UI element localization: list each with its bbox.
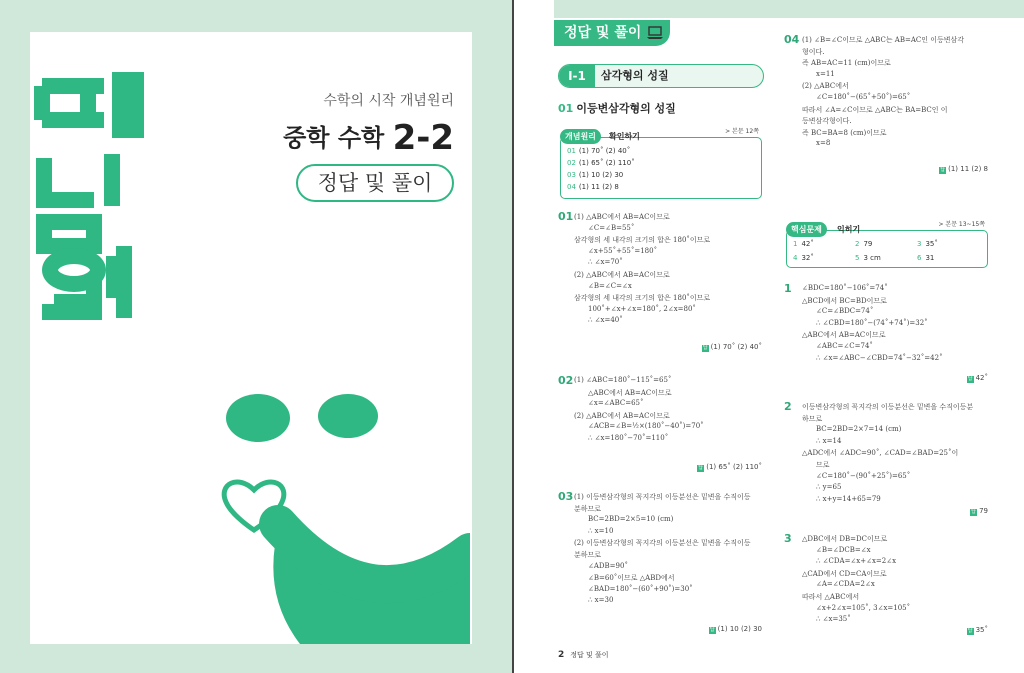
top-band (554, 0, 1024, 18)
core-cell: 1 42˚ (793, 240, 814, 248)
solution-line: ∴ y=65 (816, 483, 842, 492)
solution-line: ∠A=∠CDA=2∠x (816, 580, 875, 589)
solution-line: (1) 이등변삼각형의 꼭지각의 이등분선은 밑변을 수직이등 (574, 493, 751, 501)
solution-line: BC=2BD=2×7=14 (cm) (816, 425, 902, 434)
solution-line: ∠C=180˚−(90˚+25˚)=65˚ (816, 471, 911, 480)
answer-text: (1) 11 (2) 8 (948, 165, 988, 173)
core-cell: 2 79 (855, 240, 873, 248)
concept-tag2: 확인하기 (609, 132, 640, 141)
problem-number: 03 (558, 490, 574, 503)
solution-line: ∠C=∠B=55˚ (588, 223, 635, 232)
page-header: 정답 및 풀이 (554, 20, 670, 46)
solution-line: ∠B=∠C=∠x (588, 281, 632, 290)
answer-line (970, 507, 988, 516)
solution-line: 삼각형의 세 내각의 크기의 합은 180˚이므로 (574, 294, 711, 303)
answer-text: 79 (979, 507, 988, 515)
solution-line: ∠B=∠DCB=∠x (816, 545, 871, 554)
cover-card (30, 32, 472, 644)
cover-pill: 정답 및 풀이 (296, 164, 454, 202)
solution-line: (1) ∠B=∠C이므로 △ABC는 AB=AC인 이등변삼각 (802, 36, 965, 44)
solution-line: 삼각형의 세 내각의 크기의 합은 180˚이므로 (574, 236, 711, 245)
core-tag2: 익히기 (837, 225, 861, 234)
answer-line (939, 165, 988, 174)
solution-line: ∠x+55˚+55˚=180˚ (588, 246, 658, 255)
solution-line: x=11 (816, 69, 835, 78)
core-ref: > 본문 13~15쪽 (938, 221, 985, 228)
problem-number: 1 (784, 282, 792, 295)
chapter-number: I-1 (559, 65, 595, 87)
solution-line: ∴ x=30 (588, 596, 614, 605)
solution-line: ∠C=∠BDC=74˚ (816, 307, 874, 316)
brand-logo-icon (34, 50, 154, 320)
brand-logo (34, 50, 154, 320)
solution-line: 분하므로 (574, 504, 602, 513)
problem-number: 2 (784, 400, 792, 413)
solution-line: 이등변삼각형의 꼭지각의 이등분선은 밑변을 수직이등분 (802, 403, 974, 411)
solution-line: ∠x=∠ABC=65˚ (588, 399, 644, 408)
cover-subtitle: 수학의 시작 개념원리 (323, 93, 454, 109)
solution-line: ∴ ∠CDA=∠x+∠x=2∠x (816, 557, 897, 566)
solution-line: ∠x+2∠x=105˚, 3∠x=105˚ (816, 603, 911, 612)
answer-page (514, 0, 1024, 673)
answer-badge-icon: 답 (967, 628, 973, 634)
concept-line: 01 (1) 70˚ (2) 40˚ (567, 147, 631, 155)
solution-line: △DBC에서 DB=DC이므로 (802, 535, 888, 543)
solution-line: △ABC에서 AB=AC이므로 (802, 331, 886, 340)
answer-text: (1) 10 (2) 30 (717, 625, 762, 633)
solution-line: △ABC에서 AB=AC이므로 (588, 388, 672, 397)
solution-line: △CAD에서 CD=CA이므로 (802, 569, 887, 578)
laptop-icon (646, 26, 664, 44)
answer-line (967, 374, 988, 383)
answer-text: 35˚ (975, 626, 988, 634)
solution-line: BC=2BD=2×5=10 (cm) (588, 515, 674, 524)
solution-line: 따라서 △ABC에서 (802, 593, 860, 601)
concept-line: 04 (1) 11 (2) 8 (567, 183, 619, 191)
answer-text: (1) 65˚ (2) 110˚ (706, 463, 762, 471)
problem-number: 01 (558, 210, 574, 223)
solution-line: (2) △ABC에서 (802, 82, 849, 91)
cover-title-prefix: 중학 수학 (283, 124, 385, 152)
solution-line: (1) ∠ABC=180˚−115˚=65˚ (574, 376, 672, 384)
solution-line: (2) △ABC에서 AB=AC이므로 (574, 271, 670, 279)
cover-title (283, 118, 454, 158)
solution-line: 100˚+∠x+∠x=180˚, 2∠x=80˚ (588, 304, 696, 313)
solution-line: ∠ACB=∠B=½×(180˚−40˚)=70˚ (588, 422, 704, 431)
solution-line: △BCD에서 BC=BD이므로 (802, 296, 887, 305)
answer-text: 42˚ (975, 374, 988, 382)
solution-line: ∴ ∠x=∠ABC−∠CBD=74˚−32˚=42˚ (816, 353, 943, 362)
core-cell: 3 35˚ (917, 240, 938, 248)
solution-line: ∴ ∠x=180˚−70˚=110˚ (588, 434, 669, 442)
answer-badge-icon: 답 (967, 376, 973, 382)
answer-badge-icon: 답 (709, 627, 715, 633)
answer-badge-icon: 답 (971, 509, 976, 515)
solution-line: ∴ x+y=14+65=79 (816, 494, 881, 503)
solution-line: ∴ ∠x=35˚ (816, 615, 851, 624)
cover-title-num: 2-2 (392, 118, 454, 158)
solution-line: ∠C=180˚−(65˚+50˚)=65˚ (816, 93, 911, 101)
section-title: 01 이등변삼각형의 성질 (558, 102, 676, 115)
page-footer: 2 정답 및 풀이 (558, 650, 609, 660)
problem-number: 02 (558, 374, 574, 387)
solution-line: ∴ x=14 (816, 436, 842, 445)
core-tag: 핵심문제 (786, 222, 827, 237)
answer-badge-icon: 답 (698, 465, 704, 471)
answer-line (967, 626, 988, 635)
solution-line: 따라서 ∠A=∠C이므로 △ABC는 BA=BC인 이 (802, 105, 948, 114)
solution-line: (2) 이등변삼각형의 꼭지각의 이등분선은 밑변을 수직이등 (574, 539, 751, 548)
answer-text: (1) 70˚ (2) 40˚ (710, 343, 762, 351)
solution-line: △ADC에서 ∠ADC=90˚, ∠CAD=∠BAD=25˚이 (802, 449, 959, 458)
solution-line: ∴ ∠x=40˚ (588, 316, 623, 325)
answer-line (697, 463, 762, 472)
solution-line: ∴ ∠CBD=180˚−(74˚+74˚)=32˚ (816, 318, 928, 327)
concept-check-box (560, 128, 762, 199)
solution-line: 분하므로 (574, 551, 602, 559)
solution-line: 즉 AB=AC=11 (cm)이므로 (802, 59, 891, 68)
chapter-bar (558, 64, 764, 88)
answer-line (709, 625, 762, 634)
solution-line: 등변삼각형이다. (802, 117, 852, 126)
core-cell: 6 31 (917, 254, 935, 262)
core-cell: 5 3 cm (855, 254, 881, 262)
solution-line: (1) △ABC에서 AB=AC이므로 (574, 213, 670, 221)
solution-line: ∴ ∠x=70˚ (588, 258, 623, 267)
solution-line: 므로 (816, 461, 830, 469)
concept-line: 02 (1) 65˚ (2) 110˚ (567, 159, 635, 167)
smile-heart-icon (220, 392, 470, 644)
answer-line (702, 343, 762, 352)
answer-badge-icon: 답 (702, 345, 708, 351)
problem-number: 3 (784, 532, 792, 545)
problem-number: 04 (784, 33, 800, 46)
solution-line: ∠ABC=∠C=74˚ (816, 342, 873, 350)
solution-line: ∴ x=10 (588, 526, 614, 535)
core-cell: 4 32˚ (793, 254, 814, 262)
solution-line: 즉 BC=BA=8 (cm)이므로 (802, 128, 887, 137)
solution-line: (2) △ABC에서 AB=AC이므로 (574, 411, 670, 420)
solution-line: ∠ADB=90˚ (588, 561, 628, 570)
solution-line: 하므로 (802, 414, 823, 423)
solution-line: ∠BAD=180˚−(60˚+90˚)=30˚ (588, 584, 693, 593)
core-problem-box (786, 221, 988, 268)
concept-line: 03 (1) 10 (2) 30 (567, 171, 624, 179)
concept-ref: > 본문 12쪽 (725, 128, 759, 135)
solution-line: x=8 (816, 139, 831, 148)
chapter-title: 삼각형의 성질 (601, 69, 669, 82)
solution-line: ∠B=60˚이므로 △ABD에서 (588, 574, 675, 583)
solution-line: 형이다. (802, 47, 825, 56)
answer-badge-icon: 답 (940, 167, 946, 173)
concept-tag: 개념원리 (560, 129, 601, 144)
solution-line: ∠BDC=180˚−106˚=74˚ (802, 284, 888, 292)
